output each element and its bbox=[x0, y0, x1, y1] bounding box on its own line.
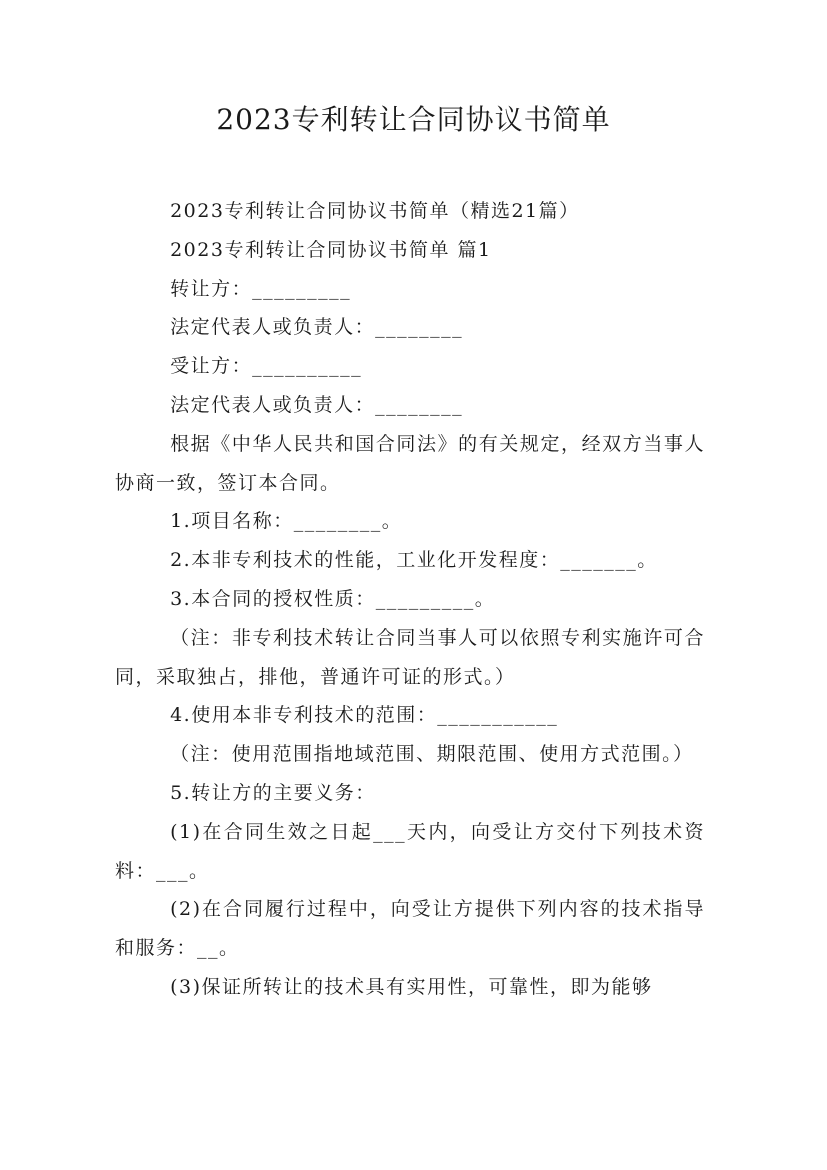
paragraph-note-1: （注：非专利技术转让合同当事人可以依照专利实施许可合同，采取独占，排他，普通许可证的形式。） bbox=[115, 626, 705, 688]
document-body bbox=[115, 192, 705, 1007]
document-title: 2023专利转让合同协议书简单 bbox=[216, 103, 611, 136]
paragraph-transferee: 受让方：__________ bbox=[170, 355, 363, 378]
paragraph-note-2: （注：使用范围指地域范围、期限范围、使用方式范围。） bbox=[170, 743, 694, 766]
paragraph-transferor: 转让方：_________ bbox=[170, 277, 352, 300]
paragraph-obligation-3: (3)保证所转让的技术具有实用性，可靠性，即为能够 bbox=[170, 975, 653, 998]
paragraph-transferee-representative: 法定代表人或负责人：________ bbox=[170, 393, 464, 416]
paragraph-item-1: 1.项目名称：________。 bbox=[170, 510, 403, 533]
paragraph-item-3: 3.本合同的授权性质：_________。 bbox=[170, 587, 496, 610]
paragraph-preamble: 根据《中华人民共和国合同法》的有关规定，经双方当事人协商一致，签订本合同。 bbox=[115, 432, 705, 494]
paragraph-obligation-1: (1)在合同生效之日起___天内，向受让方交付下列技术资料：___。 bbox=[115, 820, 705, 882]
paragraph-item-4: 4.使用本非专利技术的范围：___________ bbox=[170, 704, 559, 727]
paragraph-item-2: 2.本非专利技术的性能，工业化开发程度：_______。 bbox=[170, 549, 658, 572]
paragraph-subtitle: 2023专利转让合同协议书简单（精选21篇） bbox=[170, 200, 580, 222]
paragraph-transferor-representative: 法定代表人或负责人：________ bbox=[170, 316, 464, 339]
paragraph-section-heading: 2023专利转让合同协议书简单 篇1 bbox=[170, 238, 492, 261]
paragraph-item-5: 5.转让方的主要义务： bbox=[170, 781, 376, 804]
paragraph-obligation-2: (2)在合同履行过程中，向受让方提供下列内容的技术指导和服务：__。 bbox=[115, 898, 705, 960]
